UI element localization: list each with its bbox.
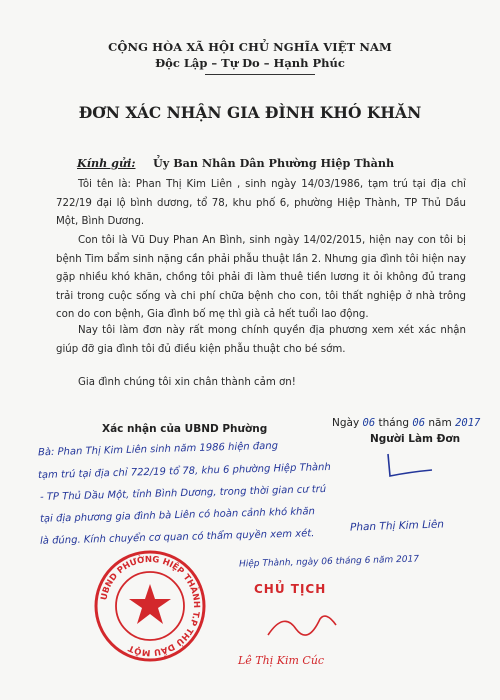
paragraph-identity: Tôi tên là: Phan Thị Kim Liên , sinh ngày 14/03/1986, tạm trú tại địa chỉ 722/19 đại lộ bình dương, tổ 78, khu phố 6, phường Hiệp Thành, TP Thủ Dầu Một, Bình Dương.	[56, 179, 466, 227]
applicant-signature	[380, 448, 450, 488]
paragraph-request: Nay tôi làm đơn này rất mong chính quyền địa phương xem xét xác nhận giúp đỡ gia đình tôi đủ điều kiện phẫu thuật cho bé sớm.	[56, 325, 466, 355]
signer-role: CHỦ TỊCH	[254, 582, 327, 596]
date-month-word: tháng	[378, 417, 410, 429]
applicant-date	[332, 417, 480, 429]
date-year: 2017	[455, 417, 481, 429]
addressee	[77, 156, 394, 170]
paragraph-thanks: Gia đình chúng tôi xin chân thành cảm ơn!	[78, 377, 296, 388]
motto-underline	[205, 74, 315, 75]
date-month: 06	[412, 417, 426, 429]
certification-date: Hiệp Thành, ngày 06 tháng 6 năm 2017	[238, 554, 420, 570]
signer-name: Lê Thị Kim Cúc	[238, 654, 325, 667]
certification-line: Bà: Phan Thị Kim Liên sinh năm 1986 hiện đang	[37, 440, 279, 459]
date-prefix: Ngày	[332, 417, 360, 429]
paragraph-situation: Con tôi là Vũ Duy Phan An Bình, sinh ngày 14/02/2015, hiện nay con tôi bị bệnh Tim bẩm sinh nặng cần phải phẫu thuật lần 2. Nhưng gia đình tôi hiện nay gặp nhiều khó khăn, chồng tôi phải đi làm thuê tiền lương it ỏi không đủ trang trải trong cuộc sống và chi phí chữa bệnh cho con, tôi thất nghiệp ở nhà trông con do con bệnh, Gia đình bố mẹ thì già cả hết tuổi lao động.	[56, 235, 466, 320]
chairman-signature	[262, 605, 342, 651]
addressee-label: Kính gửi:	[77, 156, 136, 170]
national-title: CỘNG HÒA XÃ HỘI CHỦ NGHĨA VIỆT NAM	[108, 40, 392, 54]
certification-line: là đúng. Kính chuyển cơ quan có thẩm quyền xem xét.	[39, 528, 315, 547]
certification-line: tạm trú tại địa chỉ 722/19 tổ 78, khu 6 phường Hiệp Thành	[37, 461, 331, 482]
addressee-name: Ủy Ban Nhân Dân Phường Hiệp Thành	[153, 156, 395, 170]
certification-heading: Xác nhận của UBND Phường	[102, 423, 268, 435]
certification-line: tại địa phương gia đình bà Liên có hoàn cảnh khó khăn	[39, 506, 316, 525]
national-motto: Độc Lập – Tự Do – Hạnh Phúc	[155, 56, 345, 70]
date-year-word: năm	[428, 417, 452, 429]
date-day: 06	[362, 417, 376, 429]
applicant-role: Người Làm Đơn	[370, 433, 461, 445]
seal-ring-text: UBND PHƯỜNG HIỆP THÀNH T.P THỦ DẦU MỘT	[99, 554, 202, 658]
official-seal	[92, 548, 208, 664]
certification-line: - TP Thủ Dầu Một, tỉnh Bình Dương, trong thời gian cư trú	[39, 484, 327, 503]
applicant-name: Phan Thị Kim Liên	[349, 518, 445, 534]
document-title: ĐƠN XÁC NHẬN GIA ĐÌNH KHÓ KHĂN	[78, 103, 422, 122]
